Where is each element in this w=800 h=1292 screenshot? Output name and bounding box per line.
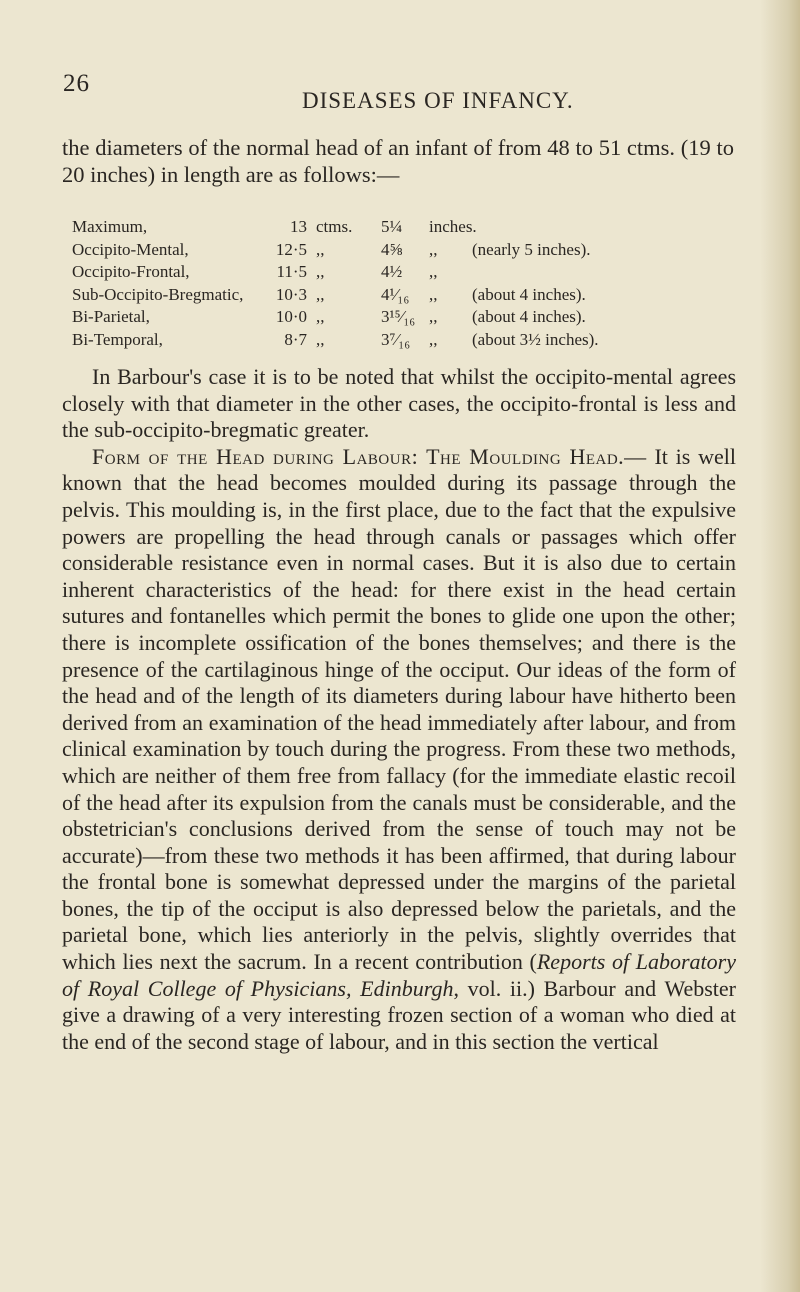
- diameters-table: [72, 217, 762, 352]
- body-text: [62, 364, 736, 1055]
- citation-title: Reports of Laboratory of Royal College of Physicians, Edinburgh: [62, 949, 736, 1001]
- cell-unit: ,,: [316, 284, 325, 304]
- section-heading: Form of the Head during Labour: The Moulding Head.—: [92, 443, 647, 469]
- cell-unit: ,,: [316, 329, 325, 349]
- cell-ditto: ,,: [429, 329, 438, 349]
- cell-inches: 5¼: [381, 217, 403, 236]
- cell-inches: 3¹⁵⁄₁₆: [381, 307, 416, 326]
- table-row: [72, 240, 762, 263]
- cell-unit: ,,: [316, 307, 325, 326]
- cell-ctms: 11·5: [276, 262, 307, 281]
- cell-inches: 4¹⁄₁₆: [381, 284, 410, 304]
- cell-name: Bi-Parietal,: [72, 307, 150, 326]
- cell-inches: 4½: [381, 262, 403, 281]
- cell-ctms: 8·7: [284, 329, 307, 349]
- cell-unit: ,,: [316, 262, 325, 281]
- paragraph-text-a: It is well known that the head becomes moulded during its passage through the pelvis. This moulding is, in the first place, due to the fact that the expulsive powers are propelling the head through canals or passages which offer considerable resistance even in normal cases. But it is also due to certain inherent characteristics of the head: for there exist in the head certain sutures and fontanelles which permit the bones to glide one upon the other; there is incomplete ossification of the bones themselves; and there is the presence of the cartilaginous hinge of the occiput. Our ideas of the form of the head and of the length of its diameters during labour have hitherto been derived from an examination of the head immediately after labour, and from clinical examination by touch during the progress. From these two methods, which are neither of them free from fallacy (for the immediate elastic recoil of the head after its expulsion from the canals must be considerable, and the obstetrician's conclusions derived from the sense of touch may not be accurate)—from these two methods it has been affirmed, that during labour the frontal bone is somewhat depressed under the margins of the parietal bones, the tip of the occiput is also depressed below the parietals, and the parietal bone, which lies anteriorly in the pelvis, slightly overrides that which lies next the sacrum. In a recent contribution (: [62, 443, 736, 975]
- cell-inches: 4⅝: [381, 239, 403, 259]
- cell-ctms: 12·5: [275, 239, 307, 259]
- page-number: 26: [63, 70, 90, 97]
- cell-note: (about 3½ inches).: [472, 329, 599, 349]
- cell-ditto: inches.: [429, 217, 477, 236]
- cell-name: Occipito-Mental,: [72, 239, 189, 259]
- cell-note: (about 4 inches).: [472, 284, 586, 304]
- paragraph-moulding: [62, 444, 736, 1056]
- cell-ditto: ,,: [429, 262, 438, 281]
- page-edge-shadow: [760, 0, 800, 1292]
- cell-ctms: 10·3: [275, 284, 307, 304]
- cell-name: Bi-Temporal,: [72, 329, 163, 349]
- cell-name: Occipito-Frontal,: [72, 262, 190, 281]
- table-row: [72, 307, 762, 330]
- paragraph-text-b: , vol. ii.) Barbour and Webster give a drawing of a very interesting frozen section of a woman who died at the end of the second stage of labour, and in this section the vertical: [62, 975, 736, 1054]
- cell-note: (nearly 5 inches).: [472, 239, 591, 259]
- cell-name: Sub-Occipito-Bregmatic,: [72, 284, 244, 304]
- cell-name: Maximum,: [72, 217, 148, 236]
- cell-note: (about 4 inches).: [472, 307, 586, 326]
- table-row: [72, 262, 762, 285]
- cell-ctms: 10·0: [275, 307, 307, 326]
- cell-ctms: 13: [290, 217, 307, 236]
- cell-unit: ctms.: [316, 217, 353, 236]
- table-row: [72, 285, 762, 308]
- table-row: [72, 330, 762, 353]
- cell-ditto: ,,: [429, 239, 438, 259]
- table-row: [72, 217, 762, 240]
- cell-unit: ,,: [316, 239, 325, 259]
- cell-ditto: ,,: [429, 307, 438, 326]
- intro-text: the diameters of the normal head of an infant of from 48 to 51 ctms. (19 to 20 inches) in length are as follows:—: [62, 135, 734, 187]
- paragraph-barbour: In Barbour's case it is to be noted that whilst the occipito-mental agrees closely with that diameter in the other cases, the occipito-frontal is less and the sub-occipito-bregmatic greater.: [62, 364, 736, 443]
- cell-ditto: ,,: [429, 284, 438, 304]
- running-head: DISEASES OF INFANCY.: [302, 88, 574, 113]
- cell-inches: 3⁷⁄₁₆: [381, 329, 411, 349]
